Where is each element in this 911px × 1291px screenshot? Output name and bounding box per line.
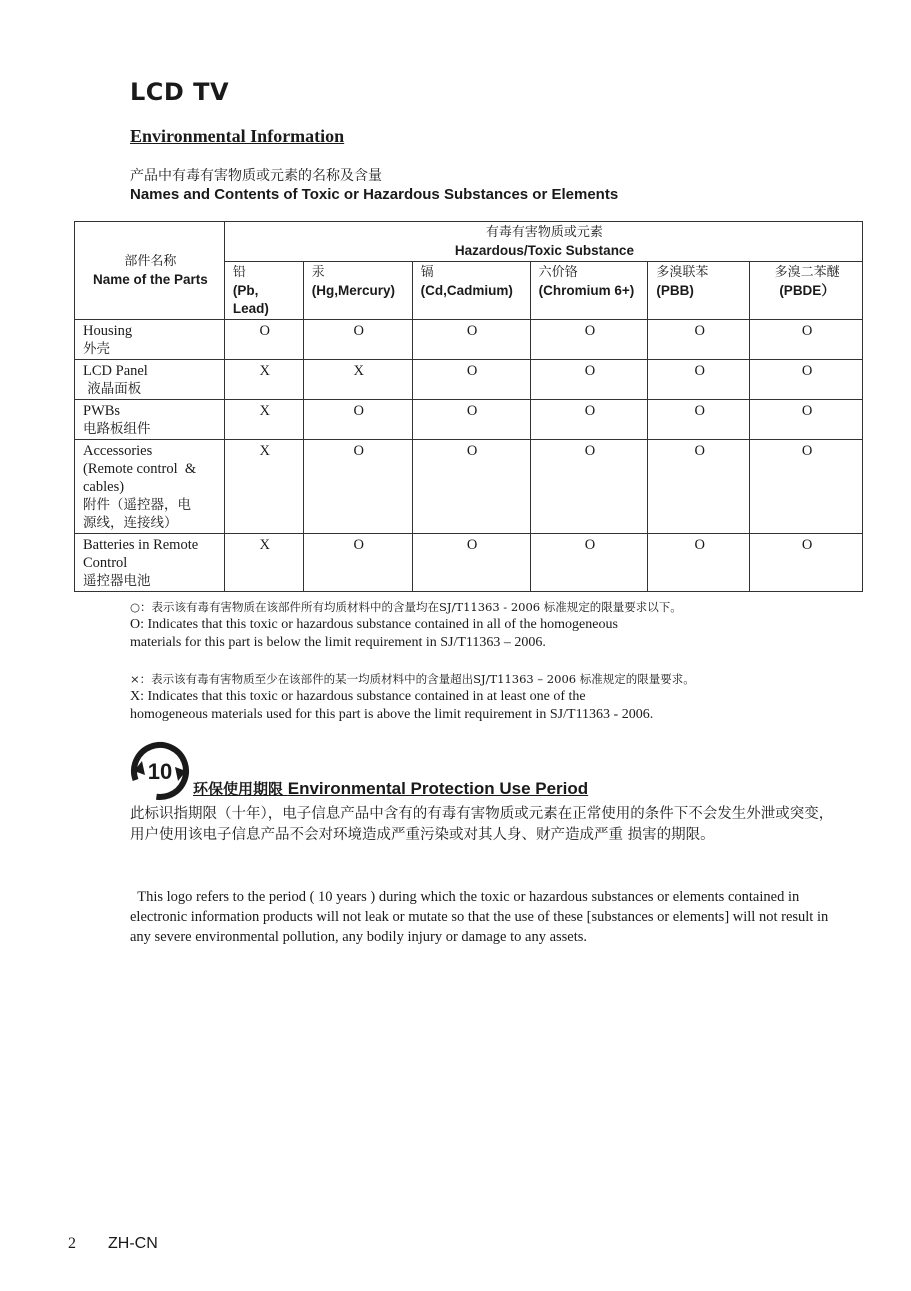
note-o-en: O: Indicates that this toxic or hazardous substance contained in all of the homogeneous: [130, 617, 618, 632]
mark-cell: X: [224, 400, 303, 440]
note-o-en: materials for this part is below the limit requirement in SJ/T11363 – 2006.: [130, 635, 546, 650]
note-x-cn: ×：表示该有毒有害物质至少在该部件的某一均质材料中的含量超出SJ/T11363 – 2006 标准规定的限量要求。: [130, 672, 695, 686]
table-row: [75, 534, 863, 592]
mark-cell: O: [530, 534, 648, 592]
mark-cell: O: [648, 360, 750, 400]
col-header: [412, 262, 530, 320]
note-o: [130, 598, 830, 652]
mark-cell: O: [412, 320, 530, 360]
part-name-cn: 遥控器电池: [83, 573, 151, 589]
table-row: [75, 360, 863, 400]
col-header-en: (PBDE）: [779, 283, 835, 298]
epup-title-en: Environmental Protection Use Period: [287, 779, 589, 798]
part-name-cn: 电路板组件: [83, 421, 151, 437]
heading-en: Names and Contents of Toxic or Hazardous Substances or Elements: [130, 186, 619, 203]
mark-cell: O: [530, 320, 648, 360]
epup-title: [193, 778, 588, 799]
mark-cell: O: [750, 440, 863, 534]
document-title: LCD TV: [130, 78, 230, 106]
part-name-en: cables): [83, 479, 125, 495]
col-header-en: (Chromium 6+): [538, 283, 635, 298]
mark-cell: X: [224, 534, 303, 592]
note-x-en: X: Indicates that this toxic or hazardous substance contained in at least one of the: [130, 689, 586, 704]
col-header-cn: 六价铬: [538, 265, 578, 280]
col-header-cn: 汞: [311, 265, 325, 280]
col-header: [224, 262, 303, 320]
mark-cell: O: [648, 400, 750, 440]
page-number: 2: [68, 1235, 76, 1252]
logo-number: 10: [147, 759, 173, 784]
mark-cell: O: [303, 440, 412, 534]
col-header-en: (Pb,: [232, 283, 259, 298]
part-name-en: Control: [83, 555, 128, 571]
table-header-row: [75, 222, 863, 262]
col-header-cn: 多溴二苯醚: [774, 265, 840, 280]
note-o-cn: ○：表示该有毒有害物质在该部件所有均质材料中的含量均在SJ/T11363 - 2006 标准规定的限量要求以下。: [130, 600, 682, 614]
note-x-en: homogeneous materials used for this part is above the limit requirement in SJ/T11363 - 2006.: [130, 707, 654, 722]
substance-header: [224, 222, 862, 262]
mark-cell: O: [412, 440, 530, 534]
col-header-cn: 镉: [420, 265, 434, 280]
part-name-cn: 液晶面板: [83, 381, 142, 397]
col-header-cn: 多溴联苯: [656, 265, 709, 280]
mark-cell: O: [530, 440, 648, 534]
mark-cell: O: [648, 440, 750, 534]
col-header: [648, 262, 750, 320]
mark-cell: X: [224, 360, 303, 400]
col-header: [303, 262, 412, 320]
part-name-en: PWBs: [83, 403, 121, 419]
note-x: [130, 670, 830, 724]
col-header-en: Lead): [232, 301, 269, 316]
part-name-cell: [75, 320, 225, 360]
mark-cell: O: [412, 534, 530, 592]
mark-cell: O: [750, 320, 863, 360]
part-name-cn: 外壳: [83, 341, 110, 357]
parts-header-en: Name of the Parts: [93, 272, 208, 287]
part-name-cn: 源线，连接线）: [83, 515, 178, 531]
mark-cell: O: [750, 360, 863, 400]
parts-header: [75, 222, 225, 320]
mark-cell: X: [224, 440, 303, 534]
section-title: Environmental Information: [130, 126, 345, 146]
mark-cell: O: [412, 400, 530, 440]
substance-header-en: Hazardous/Toxic Substance: [454, 243, 634, 258]
mark-cell: O: [224, 320, 303, 360]
table-row: [75, 400, 863, 440]
epup-title-cn: 环保使用期限: [193, 780, 284, 798]
col-header: [750, 262, 863, 320]
part-name-en: LCD Panel: [83, 363, 148, 379]
mark-cell: O: [750, 400, 863, 440]
col-header-en: (Hg,Mercury): [311, 283, 395, 298]
part-name-cell: [75, 360, 225, 400]
heading-cn: 产品中有毒有害物质或元素的名称及含量: [130, 168, 382, 184]
col-header-cn: 铅: [232, 265, 246, 280]
part-name-cell: [75, 534, 225, 592]
mark-cell: O: [750, 534, 863, 592]
part-name-cn: 附件（遥控器，电: [83, 497, 191, 513]
epup-10-logo-icon: [130, 741, 190, 801]
col-header-en: (Cd,Cadmium): [420, 283, 513, 298]
mark-cell: O: [303, 320, 412, 360]
substance-header-cn: 有毒有害物质或元素: [485, 225, 603, 240]
part-name-en: (Remote control &: [83, 461, 197, 477]
part-name-cell: [75, 400, 225, 440]
col-header: [530, 262, 648, 320]
mark-cell: O: [303, 534, 412, 592]
part-name-en: Accessories: [83, 443, 153, 459]
substance-table: [74, 221, 863, 592]
epup-body-en: [130, 887, 845, 947]
mark-cell: O: [648, 320, 750, 360]
table-row: [75, 320, 863, 360]
epup-body-en-text: This logo refers to the period ( 10 years ) during which the toxic or hazardous substances or elements contained in electronic information products will not leak or mutate so that the use of these [substances or elements] will not result in any severe environmental pollution, any bodily injury or damage to any assets.: [130, 889, 829, 945]
page-language: ZH-CN: [108, 1235, 158, 1252]
mark-cell: O: [530, 400, 648, 440]
col-header-en: (PBB): [656, 283, 694, 298]
table-row: [75, 440, 863, 534]
mark-cell: O: [648, 534, 750, 592]
part-name-cell: [75, 440, 225, 534]
parts-header-cn: 部件名称: [124, 254, 177, 269]
mark-cell: X: [303, 360, 412, 400]
mark-cell: O: [412, 360, 530, 400]
epup-body-cn: 此标识指期限（十年），电子信息产品中含有的有毒有害物质或元素在正常使用的条件下不会发生外泄或突变，用户使用该电子信息产品不会对环境造成严重污染或对其人身、财产造成严重 损害的期限。: [130, 806, 834, 843]
part-name-en: Batteries in Remote: [83, 537, 199, 553]
part-name-en: Housing: [83, 323, 133, 339]
mark-cell: O: [303, 400, 412, 440]
mark-cell: O: [530, 360, 648, 400]
